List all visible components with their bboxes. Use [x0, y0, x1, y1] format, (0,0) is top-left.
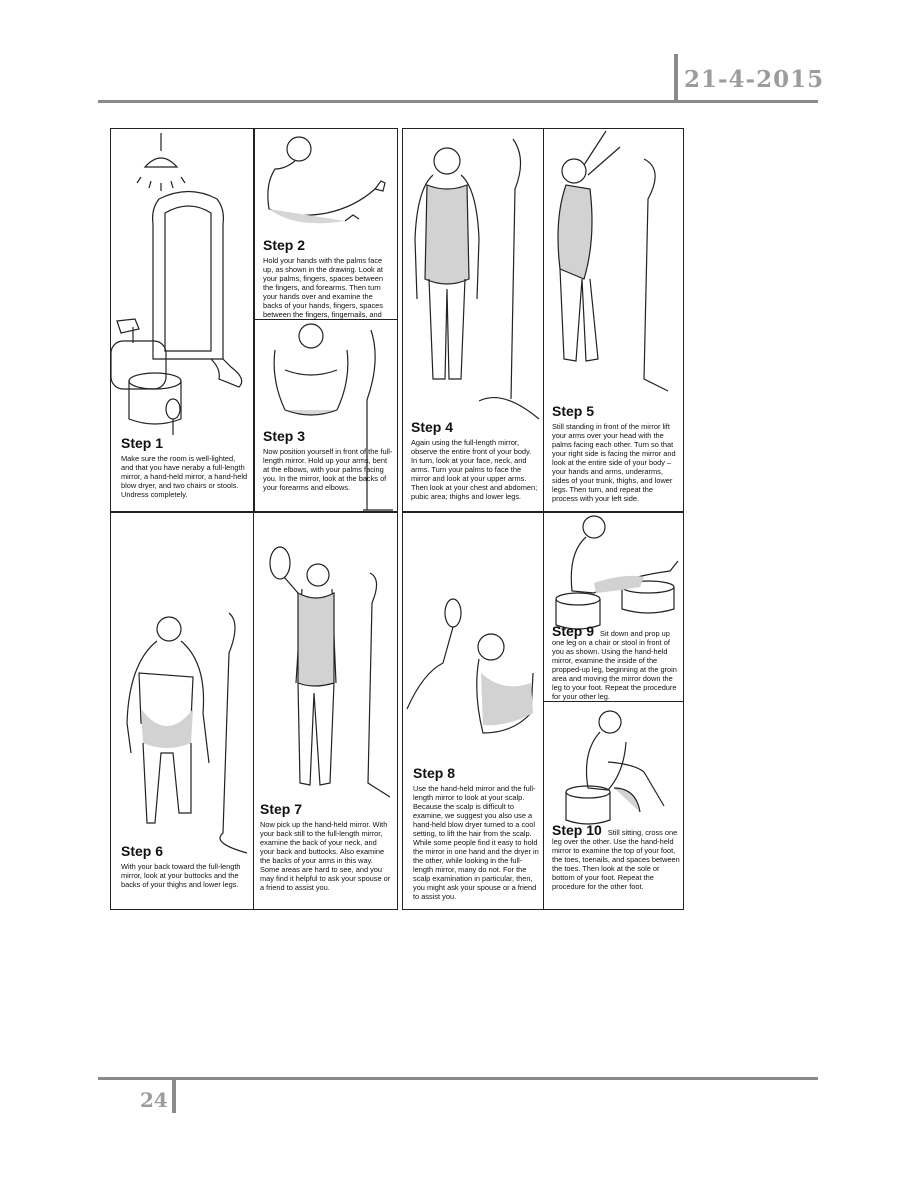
step-2-text: Hold your hands with the palms face up, as shown in the drawing. Look at your palms, fingers, spaces between the fingers, and forearms. Then turn your hands over and examine the backs of your hands, fingers, spaces between the fingers, fingernails, and — [263, 256, 383, 319]
step-3-panel — [254, 320, 398, 512]
step-1-panel — [110, 128, 254, 512]
step-5-title: Step 5 — [552, 403, 595, 419]
step-9-panel — [544, 512, 684, 702]
step-10-title: Step 10 — [552, 822, 602, 838]
step-7-panel — [254, 512, 398, 910]
step-4-panel — [402, 128, 544, 512]
step-10-text: Still sitting, cross one leg over the other. Use the hand-held mirror to examine the top of your foot, the toes, toenails, and spaces between the toes. Then look at the sole or bottom of your foot. Repeat the procedure for the other foot. — [552, 828, 680, 891]
step-3-text: Now position yourself in front of the full-length mirror. Hold up your arms, bent at the elbows, with your palms facing you. In the mirror, look at the backs of your forearms and elbows. — [263, 447, 393, 492]
step-5-text: Still standing in front of the mirror lift your arms over your head with the palms facing each other. Turn so that your right side is facing the mirror and look at the entire side of your body – your hands and arms, underarms, sides of your trunk, thighs, and lower legs. Then turn, and repeat the process with your left side. — [552, 422, 676, 503]
step-2-panel — [254, 128, 398, 320]
step-1-text: Make sure the room is well-lighted, and that you have neraby a full-length mirror, a hand-held mirror, a hand-held blow dryer, and two chairs or stools. Undress completely. — [121, 454, 248, 499]
step-2-title: Step 2 — [263, 237, 306, 253]
header-divider-vertical — [674, 54, 678, 102]
footer-divider-vertical — [172, 1079, 176, 1113]
header-rule — [98, 100, 818, 103]
step-4-text: Again using the full-length mirror, observe the entire front of your body. In turn, look at your face, neck, and arms. Turn your palms to face the mirror and look at your upper arms. Then look at your chest and abdomen; pubic area; thighs and lower legs. — [411, 438, 538, 501]
footer-rule — [98, 1077, 818, 1080]
step-3-title: Step 3 — [263, 428, 306, 444]
step-8-title: Step 8 — [413, 765, 456, 781]
step-1-title: Step 1 — [121, 435, 164, 451]
step-9-text: Sit down and prop up one leg on a chair or stool in front of you as shown. Using the hand-held mirror, examine the inside of the propped-up leg, beginning at the groin area and moving the mirror down the leg to your foot. Repeat the procedure for your other leg. — [552, 629, 677, 701]
step-10-panel — [544, 702, 684, 910]
step-9-title: Step 9 — [552, 623, 595, 639]
header-date: 21-4-2015 — [684, 66, 825, 93]
step-7-text: Now pick up the hand-held mirror. With your back still to the full-length mirror, examine the back of your neck, and your back and buttocks. Also examine the backs of your arms in this way. Some areas are hard to see, and you may find it helpful to ask your spouse or a friend to assist you. — [260, 820, 391, 892]
step-7-title: Step 7 — [260, 801, 303, 817]
step-8-text: Use the hand-held mirror and the full-length mirror to look at your scalp. Because the scalp is difficult to examine, we suggest you also use a hand-held blow dryer turned to a cool setting, to lift the hair from the scalp. While some people find it easy to hold the mirror in one hand and the dryer in the other, while looking in the full-length mirror, many do not. For the scalp examination in particular, then, you might ask your spouse or a friend to assist you. — [413, 784, 539, 901]
step-5-panel — [544, 128, 684, 512]
step-6-text: With your back toward the full-length mirror, look at your buttocks and the backs of your thighs and lower legs. — [121, 862, 241, 889]
step-8-panel — [402, 512, 544, 910]
page-number: 24 — [140, 1088, 168, 1112]
step-6-title: Step 6 — [121, 843, 164, 859]
step-4-title: Step 4 — [411, 419, 454, 435]
step-6-panel — [110, 512, 254, 910]
